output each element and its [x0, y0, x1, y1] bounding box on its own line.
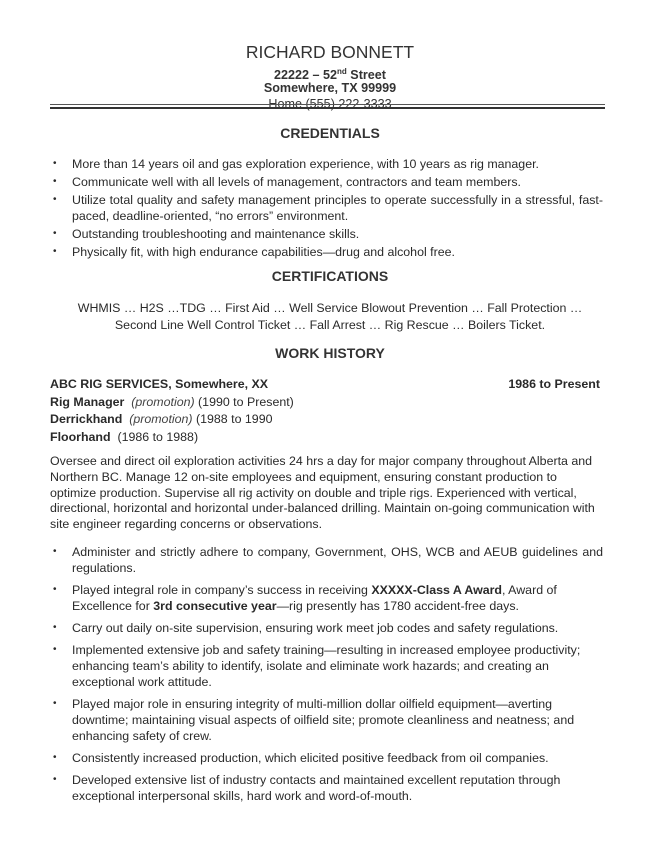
- bullet-icon: •: [53, 644, 57, 655]
- role-period: (1990 to Present): [194, 394, 294, 409]
- bullet-icon: •: [53, 228, 57, 239]
- credentials-heading: CREDENTIALS: [280, 125, 380, 141]
- list-item: [50, 582, 603, 614]
- list-item: [50, 696, 603, 744]
- list-item: [50, 642, 603, 690]
- certifications-list: [0, 300, 660, 334]
- list-item: [50, 174, 603, 190]
- header-divider-thick: [50, 107, 605, 109]
- bullet-icon: •: [53, 246, 57, 257]
- job-entry: [50, 376, 600, 446]
- list-item: [50, 620, 603, 636]
- role-period: (1986 to 1988): [114, 429, 199, 444]
- company-name: ABC RIG SERVICES, Somewhere, XX: [50, 377, 269, 391]
- bullet-icon: •: [53, 698, 57, 709]
- phone: Home (555) 222-3333: [268, 97, 392, 111]
- duty-text: Developed extensive list of industry contacts and maintained excellent reputation through exceptional interpersonal skills, hard work and word-of-mouth.: [72, 773, 561, 803]
- street-name: Street: [346, 68, 386, 83]
- duty-text: Administer and strictly adhere to company, Government, OHS, WCB and AEUB guidelines and regulations.: [72, 545, 603, 575]
- role-note: (promotion): [131, 394, 195, 409]
- bullet-icon: •: [53, 774, 57, 785]
- role-note: (promotion): [129, 412, 193, 426]
- header-divider-thin: [50, 104, 605, 105]
- list-item: [50, 244, 603, 260]
- bullet-icon: •: [53, 176, 57, 187]
- list-item: [50, 750, 603, 766]
- list-item: [50, 156, 603, 172]
- list-item: [50, 772, 603, 804]
- work-history-heading: WORK HISTORY: [275, 345, 385, 361]
- role-title: Floorhand: [50, 429, 111, 444]
- duty-text: Consistently increased production, which elicited positive feedback from oil companies.: [72, 751, 549, 765]
- duty-text: —rig presently has 1780 accident-free days.: [276, 599, 519, 613]
- duty-text: Implemented extensive job and safety training—resulting in increased employee productivity; enhancing team’s ability to identify, isolate and eliminate work hazards; and creating an exceptional work attitude.: [72, 643, 581, 689]
- list-item: [50, 544, 603, 576]
- certifications-line: WHMIS … H2S …TDG … First Aid … Well Service Blowout Prevention … Fall Protection …: [77, 301, 583, 315]
- street-suffix: nd: [337, 67, 347, 76]
- award-name: XXXXX-Class A Award: [371, 583, 502, 597]
- role-title: Rig Manager: [50, 394, 125, 409]
- role-period: (1988 to 1990: [192, 412, 273, 426]
- credential-text: More than 14 years oil and gas exploration experience, with 10 years as rig manager.: [72, 157, 539, 171]
- employment-dates: 1986 to Present: [508, 377, 600, 391]
- credentials-list: [50, 156, 603, 262]
- duty-text: Carry out daily on-site supervision, ensuring work meet job codes and safety regulations.: [72, 621, 559, 635]
- role: [50, 429, 600, 447]
- credential-text: Outstanding troubleshooting and maintenance skills.: [72, 227, 360, 241]
- award-years: 3rd consecutive year: [153, 599, 277, 613]
- bullet-icon: •: [53, 584, 57, 595]
- bullet-icon: •: [53, 194, 57, 205]
- certifications-heading: CERTIFICATIONS: [271, 268, 389, 284]
- street-number: 22222 – 52: [273, 68, 338, 83]
- job-summary: Oversee and direct oil exploration activities 24 hrs a day for major company throughout Alberta and Northern BC. Manage 12 on-site employees and equipment, ensuring constant production to optimize production. Supervise all rig activity on double and triple rigs. Experienced with vertical, directional, horizontal and horizontal under-balanced drilling. Maintain on-going communication with site engineer regarding concerns or observations.: [50, 454, 595, 532]
- list-item: [50, 192, 603, 224]
- duty-text: Played major role in ensuring integrity of multi-million dollar oilfield equipment—averting downtime; maintaining visual aspects of oilfield site; promote cleanliness and neatness; and enhancing safety of crew.: [72, 697, 575, 743]
- role-title: Derrickhand: [50, 412, 123, 426]
- duty-text: Played integral role in company’s success in receiving: [72, 583, 372, 597]
- certifications-line: Second Line Well Control Ticket … Fall Arrest … Rig Rescue … Boilers Ticket.: [114, 318, 546, 332]
- list-item: [50, 226, 603, 242]
- duty-text: , Award of Excellence for: [72, 583, 557, 613]
- bullet-icon: •: [53, 158, 57, 169]
- bullet-icon: •: [53, 622, 57, 633]
- credential-text: Communicate well with all levels of management, contractors and team members.: [72, 175, 522, 189]
- role: [50, 394, 600, 412]
- city-line: Somewhere, TX 99999: [263, 81, 397, 95]
- duties-list: [50, 544, 603, 810]
- candidate-name: RICHARD BONNETT: [245, 42, 415, 62]
- bullet-icon: •: [53, 752, 57, 763]
- bullet-icon: •: [53, 546, 57, 557]
- role: [50, 411, 600, 429]
- credential-text: Physically fit, with high endurance capabilities—drug and alcohol free.: [72, 245, 455, 259]
- credential-text: Utilize total quality and safety management principles to operate successfully in a stressful, fast-paced, deadline-oriented, “no errors” environment.: [72, 193, 603, 223]
